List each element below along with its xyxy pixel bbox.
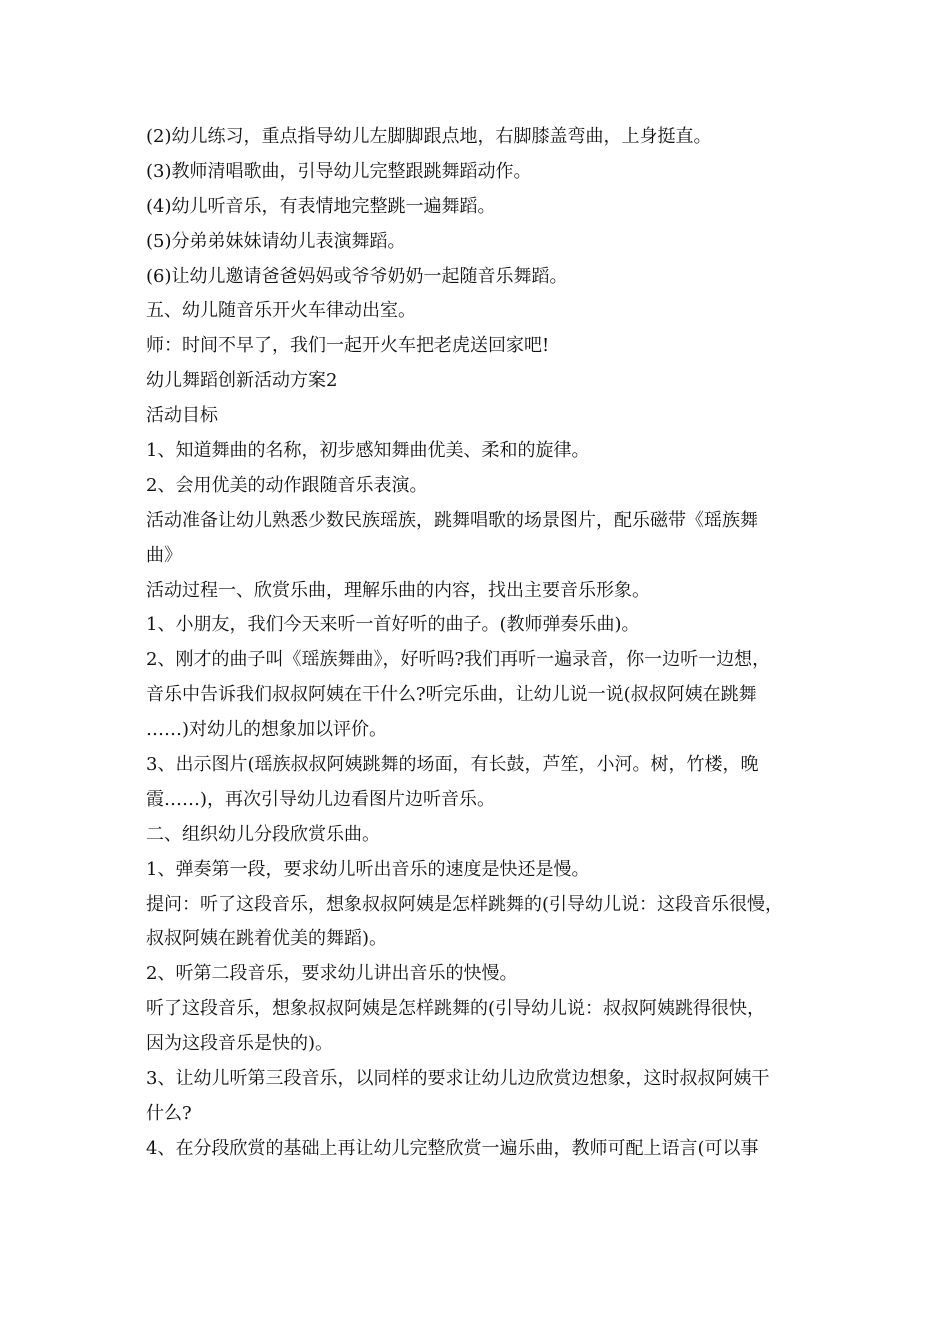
text-line: 3、出示图片(瑶族叔叔阿姨跳舞的场面，有长鼓，芦笙，小河。树，竹楼，晚 [146,754,759,776]
text-line: 曲》 [146,544,182,566]
text-line: 1、知道舞曲的名称，初步感知舞曲优美、柔和的旋律。 [146,440,590,462]
text-line: 听了这段音乐，想象叔叔阿姨是怎样跳舞的(引导幼儿说：叔叔阿姨跳得很快， [146,998,766,1020]
text-line: 因为这段音乐是快的)。 [146,1033,334,1055]
section-heading: 活动目标 [146,405,218,427]
document-body [146,120,836,1167]
text-line: 师：时间不早了，我们一起开火车把老虎送回家吧! [146,335,550,357]
text-line: 叔叔阿姨在跳着优美的舞蹈)。 [146,928,388,950]
text-line: 2、刚才的曲子叫《瑶族舞曲》，好听吗?我们再听一遍录音，你一边听一边想， [146,649,771,671]
text-line: 音乐中告诉我们叔叔阿姨在干什么?听完乐曲，让幼儿说一说(叔叔阿姨在跳舞 [146,684,757,706]
text-line: 1、小朋友，我们今天来听一首好听的曲子。(教师弹奏乐曲)。 [146,614,640,636]
text-line: 1、弹奏第一段，要求幼儿听出音乐的速度是快还是慢。 [146,858,590,880]
text-line: 活动准备让幼儿熟悉少数民族瑶族，跳舞唱歌的场景图片，配乐磁带《瑶族舞 [146,509,758,531]
text-line: 3、让幼儿听第三段音乐，以同样的要求让幼儿边欣赏边想象，这时叔叔阿姨干 [146,1068,770,1090]
text-line: 活动过程一、欣赏乐曲，理解乐曲的内容，找出主要音乐形象。 [146,579,650,601]
text-line: 霞……)，再次引导幼儿边看图片边听音乐。 [146,788,496,810]
text-line: (4)幼儿听音乐，有表情地完整跳一遍舞蹈。 [146,195,496,217]
document-title: 幼儿舞蹈创新活动方案2 [146,370,338,392]
text-line: 4、在分段欣赏的基础上再让幼儿完整欣赏一遍乐曲，教师可配上语言(可以事 [146,1137,759,1159]
text-line: (6)让幼儿邀请爸爸妈妈或爷爷奶奶一起随音乐舞蹈。 [146,265,568,287]
text-line: 2、听第二段音乐，要求幼儿讲出音乐的快慢。 [146,963,518,985]
text-line: (3)教师清唱歌曲，引导幼儿完整跟跳舞蹈动作。 [146,160,532,182]
text-line: ……)对幼儿的想象加以评价。 [146,719,388,741]
section-heading: 五、幼儿随音乐开火车律动出室。 [146,300,416,322]
section-heading: 二、组织幼儿分段欣赏乐曲。 [146,823,380,845]
text-line: 2、会用优美的动作跟随音乐表演。 [146,474,428,496]
text-line: 提问：听了这段音乐，想象叔叔阿姨是怎样跳舞的(引导幼儿说：这段音乐很慢， [146,893,784,915]
text-line: 什么? [146,1102,192,1124]
text-line: (5)分弟弟妹妹请幼儿表演舞蹈。 [146,230,406,252]
text-line: (2)幼儿练习，重点指导幼儿左脚脚跟点地，右脚膝盖弯曲，上身挺直。 [146,126,712,147]
